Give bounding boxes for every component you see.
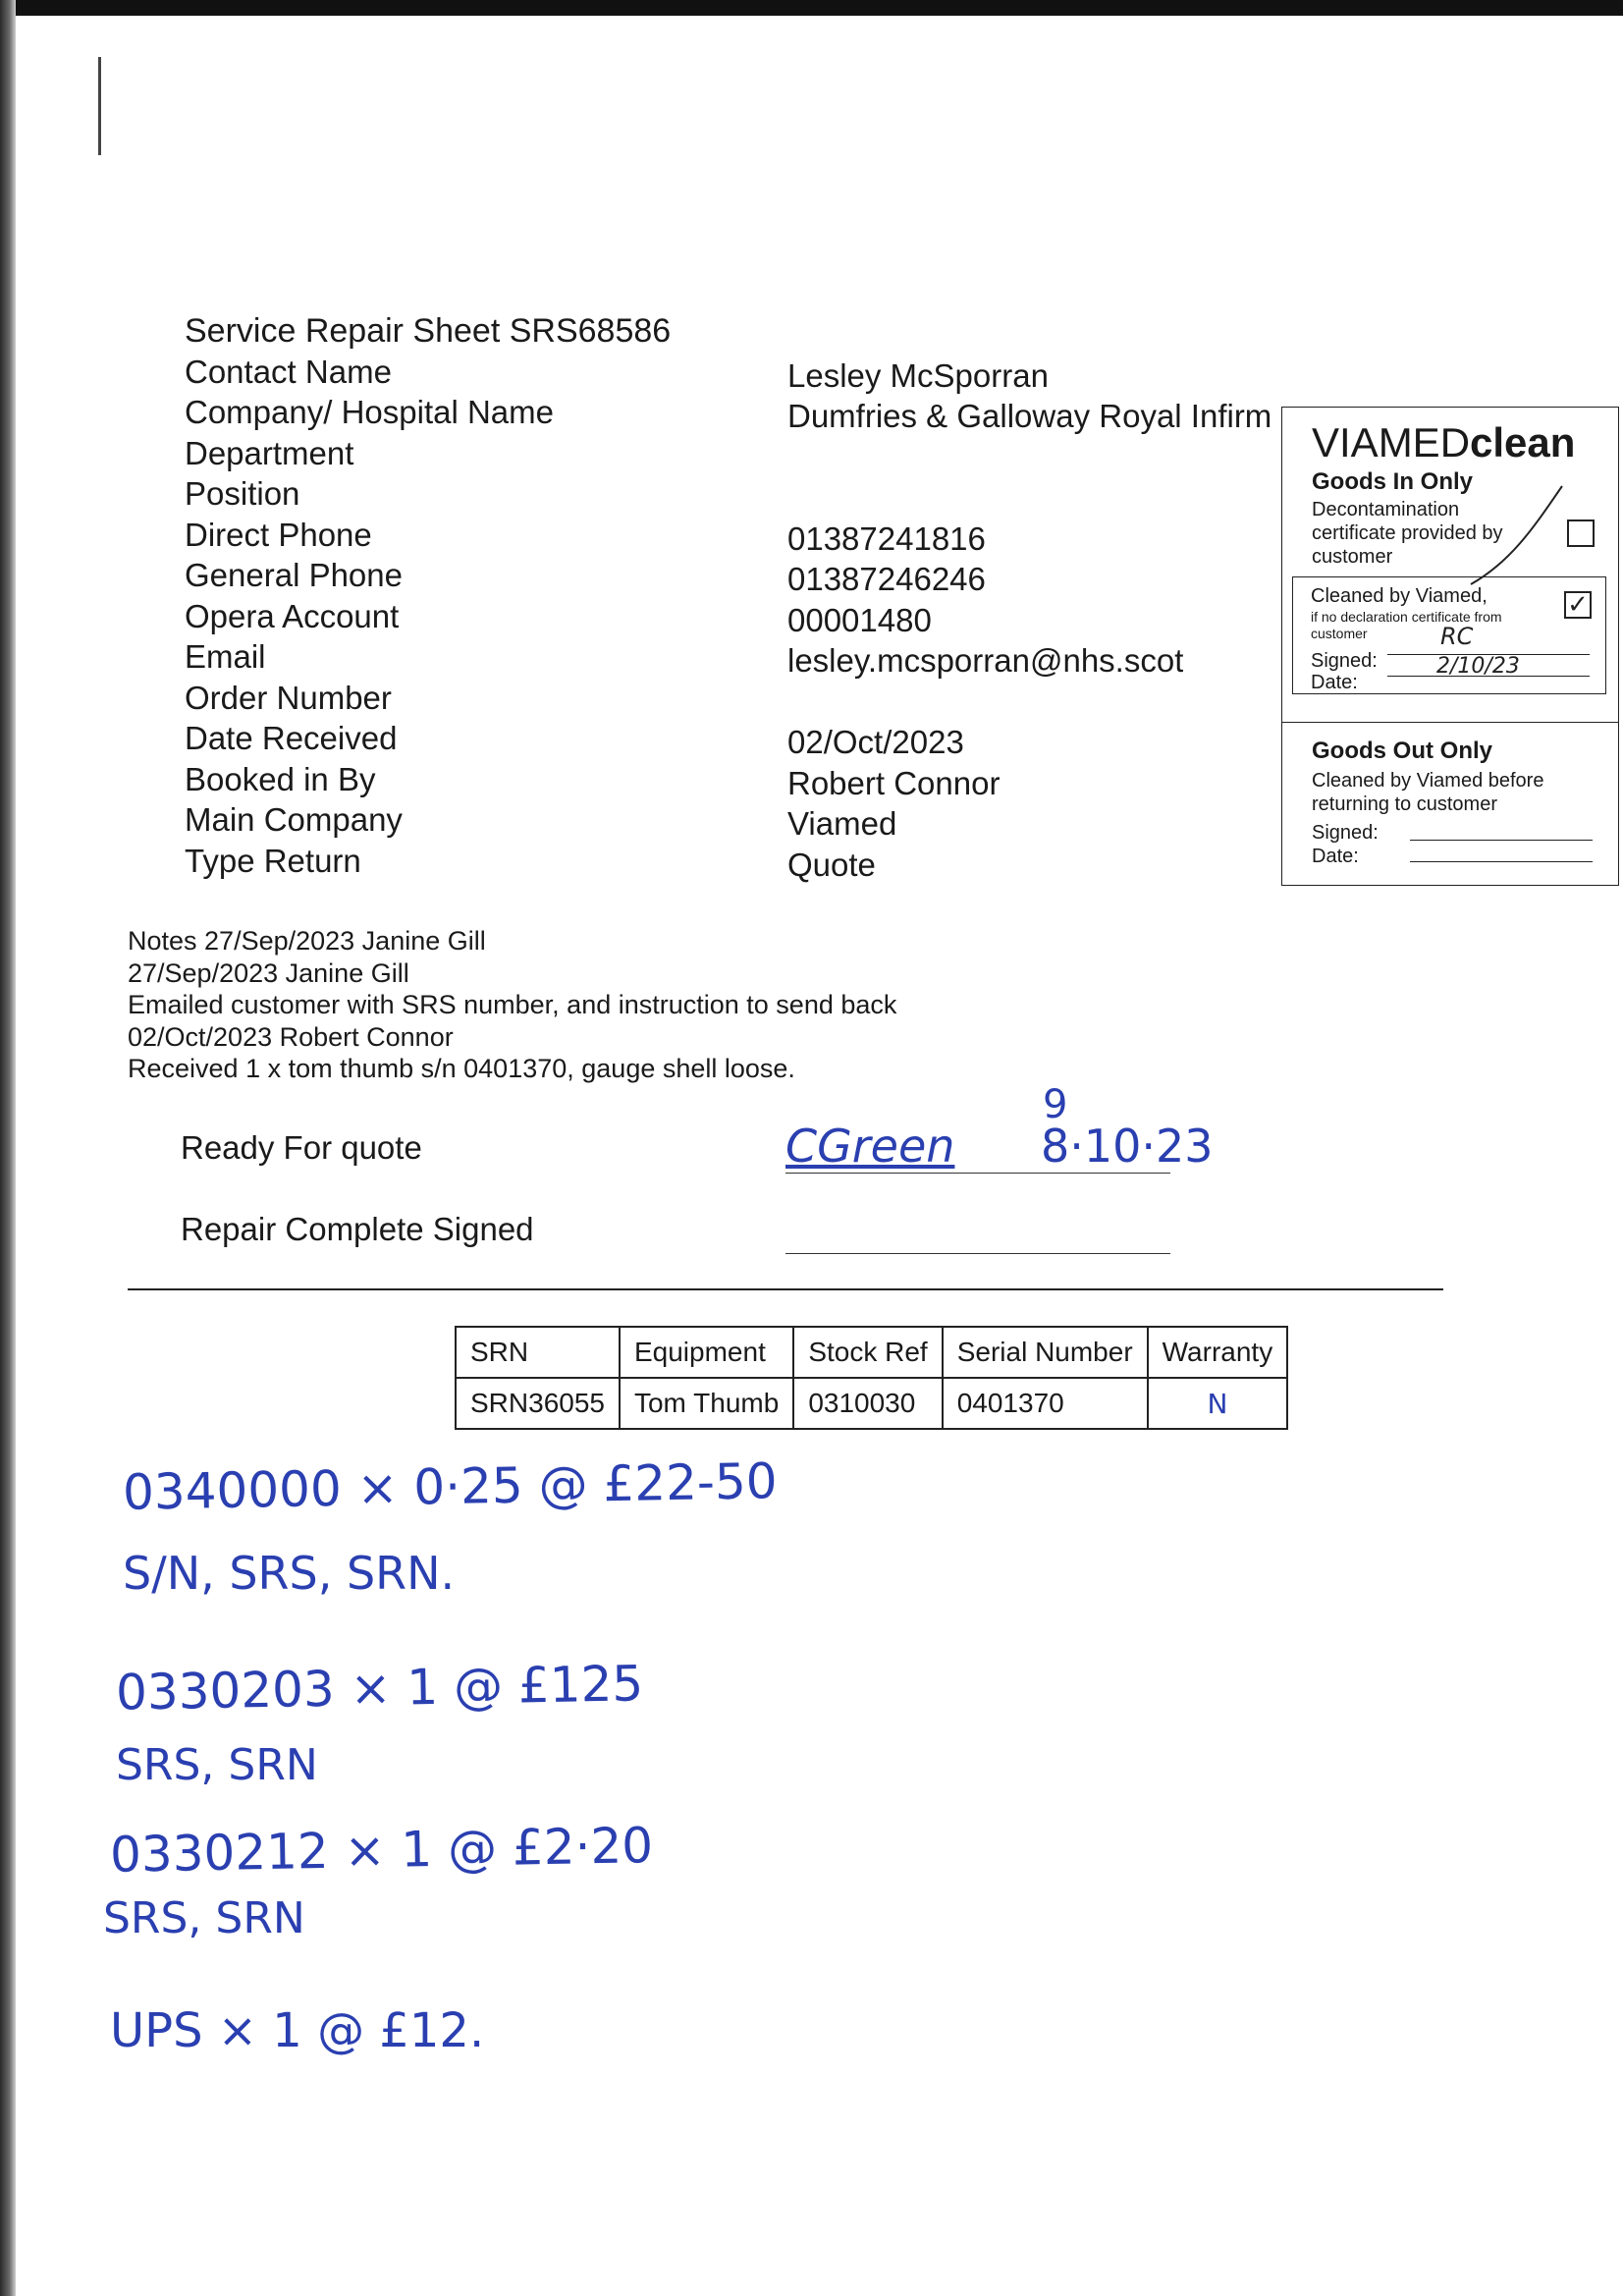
- field-value: lesley.mcsporran@nhs.scot: [787, 642, 1184, 679]
- repair-sheet-fields: [185, 312, 1284, 883]
- note-line: Notes 27/Sep/2023 Janine Gill: [128, 926, 486, 956]
- field-email: [185, 638, 1284, 680]
- note-line: 02/Oct/2023 Robert Connor: [128, 1021, 454, 1052]
- date-label: Date:: [1311, 672, 1358, 693]
- handwritten-line: 0330203 × 1 @ £125: [115, 1655, 644, 1722]
- table-cell-stock-ref: 0310030: [793, 1378, 942, 1429]
- field-value: 01387241816: [787, 519, 986, 557]
- brand-clean: clean: [1470, 419, 1576, 465]
- repair-complete-label: Repair Complete Signed: [181, 1211, 534, 1247]
- field-label: Department: [185, 434, 354, 471]
- field-value: Viamed: [787, 805, 897, 842]
- field-value: Robert Connor: [787, 764, 1001, 801]
- field-value: 01387246246: [787, 561, 986, 597]
- table-row: [456, 1378, 1287, 1429]
- scan-border-left: [0, 0, 16, 2296]
- handwritten-line: SRS, SRN: [103, 1893, 305, 1943]
- cleaned-checkbox[interactable]: ✓: [1564, 591, 1592, 619]
- field-opera-account: [185, 598, 1284, 639]
- field-type-return: [185, 843, 1284, 884]
- field-value: Dumfries & Galloway Royal Infirm: [787, 398, 1272, 434]
- cleaned-by-text: Cleaned by Viamed,: [1311, 585, 1488, 607]
- field-label: Company/ Hospital Name: [185, 394, 554, 430]
- strike-slash-icon: [1469, 482, 1567, 590]
- field-booked-in-by: [185, 761, 1284, 802]
- table-header-row: [456, 1327, 1287, 1378]
- field-label: Opera Account: [185, 597, 400, 634]
- viamed-clean-stamp: [1281, 407, 1619, 886]
- field-company: [185, 394, 1284, 435]
- table-header: SRN: [456, 1327, 620, 1378]
- table-cell-warranty: N: [1148, 1378, 1288, 1429]
- field-label: Booked in By: [185, 760, 376, 797]
- handwritten-line: SRS, SRN: [116, 1740, 318, 1790]
- table-cell-equipment: Tom Thumb: [620, 1378, 793, 1429]
- table-header: Equipment: [620, 1327, 793, 1378]
- field-label: Order Number: [185, 679, 392, 716]
- handwritten-line: UPS × 1 @ £12.: [110, 2003, 485, 2058]
- goods-out-heading: Goods Out Only: [1312, 738, 1492, 764]
- scan-border-top: [0, 0, 1623, 16]
- field-label: Email: [185, 638, 266, 675]
- field-direct-phone: [185, 517, 1284, 558]
- field-value: Quote: [787, 846, 876, 883]
- field-order-number: [185, 680, 1284, 721]
- table-header: Warranty: [1148, 1327, 1288, 1378]
- table-header: Serial Number: [943, 1327, 1148, 1378]
- field-value: 00001480: [787, 601, 932, 638]
- field-value: 02/Oct/2023: [787, 724, 964, 760]
- no-declaration-text: if no declaration certificate from customer: [1311, 609, 1502, 641]
- field-label: Main Company: [185, 801, 403, 838]
- cleaned-before-text: Cleaned by Viamed before returning to customer: [1312, 770, 1544, 815]
- handwritten-initials: RC: [1440, 623, 1474, 650]
- field-general-phone: [185, 557, 1284, 598]
- viamed-clean-logo: [1312, 419, 1575, 466]
- section-divider: [128, 1288, 1443, 1290]
- notes-section: [128, 925, 896, 1085]
- cleaned-by-viamed-box: [1292, 576, 1606, 694]
- field-label: Position: [185, 475, 300, 512]
- decontamination-text: Decontamination certificate provided by customer: [1312, 499, 1503, 568]
- handwritten-line: 0330212 × 1 @ £2·20: [109, 1817, 654, 1884]
- field-department: [185, 435, 1284, 476]
- ready-for-quote-label: Ready For quote: [181, 1129, 422, 1166]
- note-line: Received 1 x tom thumb s/n 0401370, gauge shell loose.: [128, 1054, 795, 1083]
- goods-in-heading: Goods In Only: [1312, 468, 1474, 495]
- field-date-received: [185, 720, 1284, 761]
- signed-label: Signed:: [1311, 650, 1378, 672]
- field-label: Direct Phone: [185, 516, 372, 553]
- table-header: Stock Ref: [793, 1327, 942, 1378]
- field-value: Lesley McSporran: [787, 356, 1049, 394]
- sheet-title-row: [185, 312, 1284, 354]
- ready-for-quote-signature: CGreen: [785, 1120, 955, 1173]
- field-main-company: [185, 801, 1284, 843]
- handwritten-date: 2/10/23: [1436, 654, 1520, 679]
- decon-checkbox[interactable]: [1567, 519, 1595, 547]
- note-line: Emailed customer with SRS number, and instruction to send back: [128, 990, 897, 1019]
- scan-mark: [98, 57, 101, 155]
- handwritten-line: 0340000 × 0·25 @ £22-50: [122, 1452, 779, 1521]
- repair-complete-line: [785, 1253, 1170, 1254]
- ready-for-quote-line: [785, 1173, 1170, 1174]
- field-label: Date Received: [185, 720, 398, 756]
- date-label-2: Date:: [1312, 846, 1359, 867]
- field-label: Type Return: [185, 842, 361, 879]
- field-position: [185, 475, 1284, 517]
- ready-for-quote-date: 8·10·23: [1041, 1120, 1214, 1173]
- brand-viamed: VIAMED: [1312, 419, 1471, 465]
- signed-line-2: [1410, 840, 1593, 841]
- note-line: 27/Sep/2023 Janine Gill: [128, 957, 409, 988]
- stamp-divider: [1282, 722, 1618, 723]
- table-cell-srn: SRN36055: [456, 1378, 620, 1429]
- date-line-2: [1410, 861, 1593, 862]
- sheet-title: Service Repair Sheet SRS68586: [185, 312, 672, 350]
- field-label: Contact Name: [185, 353, 392, 390]
- ready-date-correction: 9: [1043, 1082, 1068, 1127]
- signed-label-2: Signed:: [1312, 822, 1379, 844]
- field-label: General Phone: [185, 557, 403, 593]
- handwritten-line: S/N, SRS, SRN.: [123, 1547, 456, 1600]
- equipment-table: [455, 1326, 1288, 1430]
- table-cell-serial: 0401370: [943, 1378, 1148, 1429]
- field-contact-name: [185, 354, 1284, 395]
